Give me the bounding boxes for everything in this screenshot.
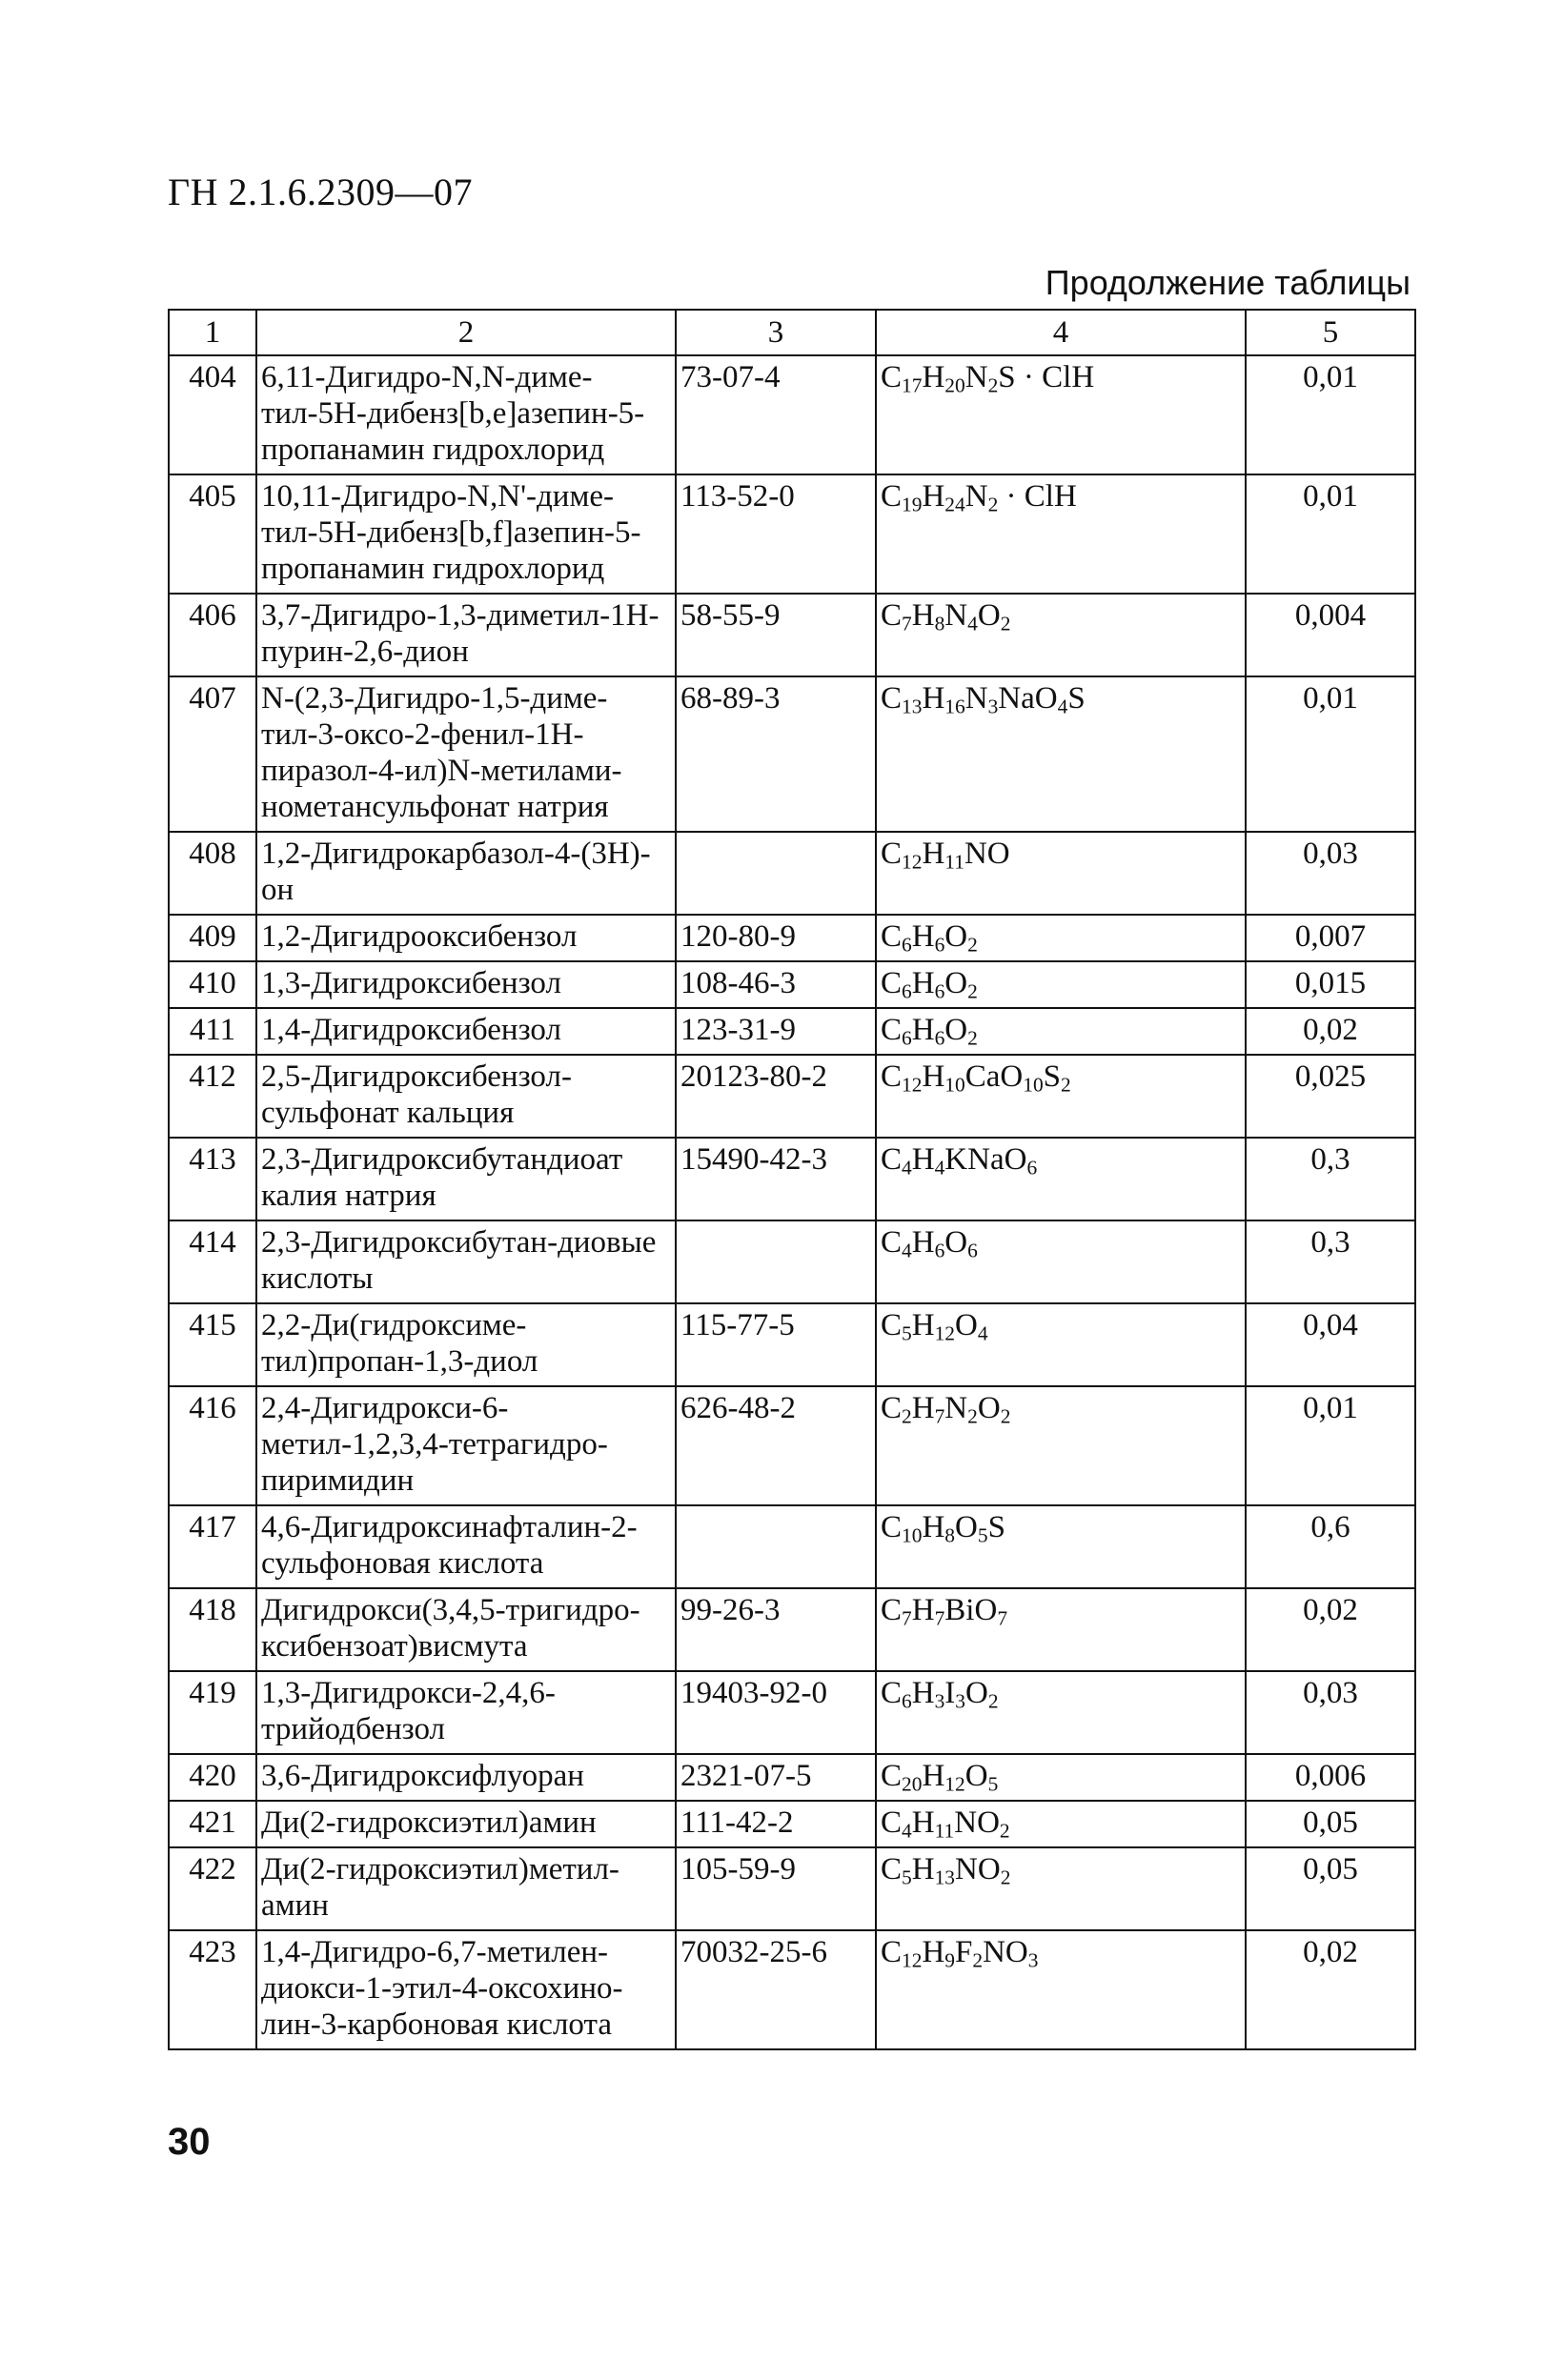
table-continuation-label: Продолжение таблицы xyxy=(1045,263,1411,302)
cas-number: 111-42-2 xyxy=(676,1801,876,1847)
table-row xyxy=(169,961,1415,1008)
limit-value: 0,02 xyxy=(1246,1588,1415,1671)
chemical-formula: $C_{10}H_8O_5S$ xyxy=(876,1505,1246,1588)
substance-name: 3,6-Дигидроксифлуоран xyxy=(256,1754,676,1801)
table-row xyxy=(169,915,1415,961)
cas-number: 20123-80-2 xyxy=(676,1055,876,1138)
limit-value: 0,03 xyxy=(1246,1671,1415,1754)
cas-number: 99-26-3 xyxy=(676,1588,876,1671)
cas-number xyxy=(676,1220,876,1303)
chemical-formula: $C_2H_7N_2O_2$ xyxy=(876,1386,1246,1505)
row-number: 414 xyxy=(169,1220,256,1303)
chemical-formula: $C_4H_4KNaO_6$ xyxy=(876,1138,1246,1220)
page-number: 30 xyxy=(168,2121,211,2163)
table-row xyxy=(169,1220,1415,1303)
row-number: 409 xyxy=(169,915,256,961)
table-row xyxy=(169,1138,1415,1220)
substance-name: 2,5-Дигидроксибензол-сульфонат кальция xyxy=(256,1055,676,1138)
substance-name: 2,2-Ди(гидроксиме-тил)пропан-1,3-диол xyxy=(256,1303,676,1386)
chemical-formula: $C_5H_{13}NO_2$ xyxy=(876,1847,1246,1930)
chemical-formula: $C_{13}H_{16}N_3NaO_4S$ xyxy=(876,676,1246,832)
row-number: 413 xyxy=(169,1138,256,1220)
row-number: 416 xyxy=(169,1386,256,1505)
cas-number: 73-07-4 xyxy=(676,355,876,474)
cas-number: 19403-92-0 xyxy=(676,1671,876,1754)
substance-name: Ди(2-гидроксиэтил)метил-амин xyxy=(256,1847,676,1930)
table-row xyxy=(169,1801,1415,1847)
chemical-formula: $C_{17}H_{20}N_2S$ · ClH xyxy=(876,355,1246,474)
limit-value: 0,3 xyxy=(1246,1138,1415,1220)
table-row xyxy=(169,1008,1415,1055)
table-row xyxy=(169,1588,1415,1671)
limit-value: 0,02 xyxy=(1246,1930,1415,2049)
table-row xyxy=(169,1386,1415,1505)
substance-name: 2,3-Дигидроксибутандиоат калия натрия xyxy=(256,1138,676,1220)
cas-number: 68-89-3 xyxy=(676,676,876,832)
limit-value: 0,05 xyxy=(1246,1801,1415,1847)
substances-table xyxy=(168,309,1416,2050)
limit-value: 0,007 xyxy=(1246,915,1415,961)
substance-name: Дигидрокси(3,4,5-тригидро-ксибензоат)висмута xyxy=(256,1588,676,1671)
row-number: 412 xyxy=(169,1055,256,1138)
substance-name: 1,4-Дигидроксибензол xyxy=(256,1008,676,1055)
substance-name: 10,11-Дигидро-N,N'-диме-тил-5Н-дибенз[b,f]азепин-5-пропанамин гидрохлорид xyxy=(256,474,676,594)
chemical-formula: $C_{12}H_{10}CaO_{10}S_2$ xyxy=(876,1055,1246,1138)
table-row xyxy=(169,1754,1415,1801)
table-row xyxy=(169,832,1415,915)
chemical-formula: $C_6H_6O_2$ xyxy=(876,1008,1246,1055)
chemical-formula: $C_{19}H_{24}N_2$ · ClH xyxy=(876,474,1246,594)
substance-name: 1,3-Дигидрокси-2,4,6-трийодбензол xyxy=(256,1671,676,1754)
chemical-formula: $C_7H_7BiO_7$ xyxy=(876,1588,1246,1671)
table-row xyxy=(169,474,1415,594)
table-body xyxy=(169,355,1415,2049)
column-header: 1 xyxy=(169,310,256,355)
table-row xyxy=(169,594,1415,676)
table-row xyxy=(169,1671,1415,1754)
cas-number: 123-31-9 xyxy=(676,1008,876,1055)
table-row xyxy=(169,1055,1415,1138)
cas-number: 15490-42-3 xyxy=(676,1138,876,1220)
substance-name: 6,11-Дигидро-N,N-диме-тил-5Н-дибенз[b,е]азепин-5-пропанамин гидрохлорид xyxy=(256,355,676,474)
row-number: 419 xyxy=(169,1671,256,1754)
chemical-formula: $C_{12}H_9F_2NO_3$ xyxy=(876,1930,1246,2049)
cas-number: 108-46-3 xyxy=(676,961,876,1008)
cas-number xyxy=(676,1505,876,1588)
cas-number: 105-59-9 xyxy=(676,1847,876,1930)
row-number: 418 xyxy=(169,1588,256,1671)
row-number: 422 xyxy=(169,1847,256,1930)
limit-value: 0,01 xyxy=(1246,474,1415,594)
cas-number: 58-55-9 xyxy=(676,594,876,676)
substance-name: Ди(2-гидроксиэтил)амин xyxy=(256,1801,676,1847)
row-number: 410 xyxy=(169,961,256,1008)
row-number: 421 xyxy=(169,1801,256,1847)
limit-value: 0,6 xyxy=(1246,1505,1415,1588)
row-number: 404 xyxy=(169,355,256,474)
document-code: ГН 2.1.6.2309—07 xyxy=(168,171,474,213)
substance-name: 4,6-Дигидроксинафталин-2-сульфоновая кислота xyxy=(256,1505,676,1588)
chemical-formula: $C_6H_3I_3O_2$ xyxy=(876,1671,1246,1754)
chemical-formula: $C_6H_6O_2$ xyxy=(876,961,1246,1008)
substance-name: 2,4-Дигидрокси-6-метил-1,2,3,4-тетрагидро-пиримидин xyxy=(256,1386,676,1505)
limit-value: 0,05 xyxy=(1246,1847,1415,1930)
substance-name: 1,3-Дигидроксибензол xyxy=(256,961,676,1008)
cas-number: 113-52-0 xyxy=(676,474,876,594)
substance-name: 2,3-Дигидроксибутан-диовые кислоты xyxy=(256,1220,676,1303)
chemical-formula: $C_{20}H_{12}O_5$ xyxy=(876,1754,1246,1801)
limit-value: 0,01 xyxy=(1246,355,1415,474)
row-number: 417 xyxy=(169,1505,256,1588)
table-row xyxy=(169,1930,1415,2049)
limit-value: 0,04 xyxy=(1246,1303,1415,1386)
table-header-row xyxy=(169,310,1415,355)
row-number: 406 xyxy=(169,594,256,676)
column-header: 5 xyxy=(1246,310,1415,355)
row-number: 405 xyxy=(169,474,256,594)
chemical-formula: $C_5H_{12}O_4$ xyxy=(876,1303,1246,1386)
limit-value: 0,03 xyxy=(1246,832,1415,915)
substance-name: 3,7-Дигидро-1,3-диметил-1Н-пурин-2,6-дион xyxy=(256,594,676,676)
substance-name: N-(2,3-Дигидро-1,5-диме-тил-3-оксо-2-фенил-1Н-пиразол-4-ил)N-метилами-нометансульфонат натрия xyxy=(256,676,676,832)
row-number: 408 xyxy=(169,832,256,915)
table-row xyxy=(169,676,1415,832)
limit-value: 0,02 xyxy=(1246,1008,1415,1055)
cas-number: 120-80-9 xyxy=(676,915,876,961)
table-row xyxy=(169,1847,1415,1930)
column-header: 3 xyxy=(676,310,876,355)
cas-number: 626-48-2 xyxy=(676,1386,876,1505)
limit-value: 0,01 xyxy=(1246,676,1415,832)
row-number: 407 xyxy=(169,676,256,832)
column-header: 4 xyxy=(876,310,1246,355)
substance-name: 1,2-Дигидрооксибензол xyxy=(256,915,676,961)
cas-number xyxy=(676,832,876,915)
chemical-formula: $C_{12}H_{11}NO$ xyxy=(876,832,1246,915)
table-row xyxy=(169,1303,1415,1386)
substance-name: 1,2-Дигидрокарбазол-4-(3Н)-он xyxy=(256,832,676,915)
limit-value: 0,006 xyxy=(1246,1754,1415,1801)
limit-value: 0,025 xyxy=(1246,1055,1415,1138)
cas-number: 70032-25-6 xyxy=(676,1930,876,2049)
chemical-formula: $C_6H_6O_2$ xyxy=(876,915,1246,961)
limit-value: 0,01 xyxy=(1246,1386,1415,1505)
chemical-formula: $C_7H_8N_4O_2$ xyxy=(876,594,1246,676)
row-number: 423 xyxy=(169,1930,256,2049)
row-number: 411 xyxy=(169,1008,256,1055)
chemical-formula: $C_4H_6O_6$ xyxy=(876,1220,1246,1303)
column-header: 2 xyxy=(256,310,676,355)
cas-number: 2321-07-5 xyxy=(676,1754,876,1801)
table-row xyxy=(169,1505,1415,1588)
chemical-formula: $C_4H_{11}NO_2$ xyxy=(876,1801,1246,1847)
limit-value: 0,3 xyxy=(1246,1220,1415,1303)
substance-name: 1,4-Дигидро-6,7-метилен-диокси-1-этил-4-оксохино-лин-3-карбоновая кислота xyxy=(256,1930,676,2049)
table-row xyxy=(169,355,1415,474)
cas-number: 115-77-5 xyxy=(676,1303,876,1386)
row-number: 415 xyxy=(169,1303,256,1386)
limit-value: 0,015 xyxy=(1246,961,1415,1008)
limit-value: 0,004 xyxy=(1246,594,1415,676)
row-number: 420 xyxy=(169,1754,256,1801)
